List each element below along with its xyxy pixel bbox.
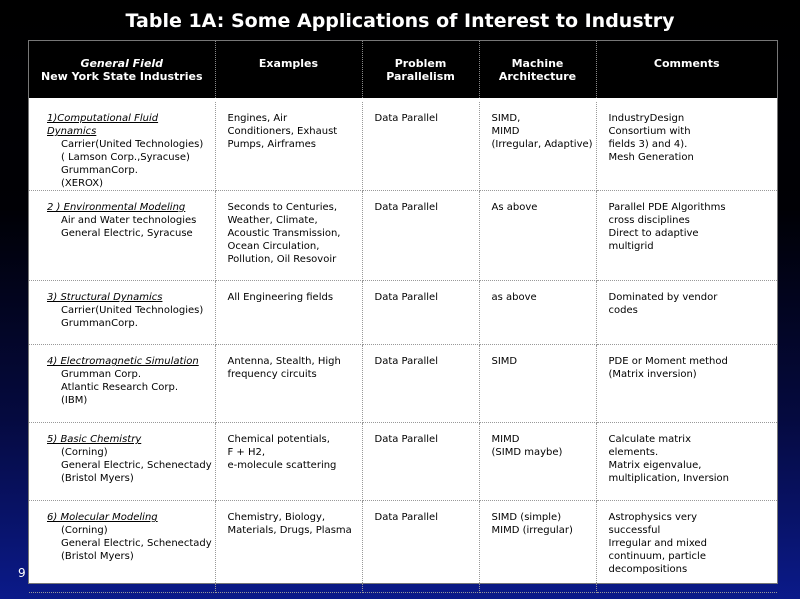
field-industry-line: (Bristol Myers) bbox=[61, 473, 134, 484]
comments-line: Mesh Generation bbox=[608, 152, 694, 163]
comments-line: IndustryDesign bbox=[608, 113, 685, 124]
cell-comments bbox=[596, 345, 777, 423]
cell-problem-parallelism bbox=[362, 501, 479, 593]
cell-examples bbox=[215, 423, 362, 501]
examples-line: Seconds to Centuries, bbox=[227, 202, 338, 213]
cell-machine-architecture bbox=[479, 345, 596, 423]
cell-examples bbox=[215, 501, 362, 593]
examples-line: e-molecule scattering bbox=[227, 460, 337, 471]
slide-title: Table 1A: Some Applications of Interest to Industry bbox=[125, 10, 675, 32]
cell-machine-architecture bbox=[479, 281, 596, 345]
footer-left-number: 9 bbox=[18, 566, 26, 580]
field-industry-line: (Corning) bbox=[61, 525, 108, 536]
cell-examples bbox=[215, 191, 362, 281]
comments-line: (Matrix inversion) bbox=[608, 369, 697, 380]
page-number: 18 bbox=[750, 566, 766, 580]
cell-comments bbox=[596, 423, 777, 501]
cell-machine-architecture bbox=[479, 191, 596, 281]
table-row bbox=[29, 345, 777, 423]
header-problem-parallelism bbox=[362, 41, 479, 100]
comments-line: Astrophysics very bbox=[608, 512, 698, 523]
examples-line: Materials, Drugs, Plasma bbox=[227, 525, 352, 536]
cell-problem-parallelism bbox=[362, 191, 479, 281]
architecture-line: MIMD bbox=[491, 126, 520, 137]
architecture-line: As above bbox=[491, 202, 538, 213]
table-header-row bbox=[29, 41, 777, 100]
field-industry-line: Grumman Corp. bbox=[61, 369, 142, 380]
comments-line: successful bbox=[608, 525, 661, 536]
examples-line: Pumps, Airframes bbox=[227, 139, 316, 150]
table-row bbox=[29, 423, 777, 501]
architecture-line: SIMD (simple) bbox=[491, 512, 562, 523]
comments-line: elements. bbox=[608, 447, 659, 458]
cell-general-field bbox=[29, 423, 215, 501]
field-industry-line: General Electric, Syracuse bbox=[61, 228, 193, 239]
field-industry-line: Air and Water technologies bbox=[61, 215, 197, 226]
field-industry-line: GrummanCorp. bbox=[61, 318, 138, 329]
comments-line: multigrid bbox=[608, 241, 654, 252]
cell-examples bbox=[215, 100, 362, 191]
field-industry-line: Carrier(United Technologies) bbox=[61, 139, 204, 150]
examples-line: Pollution, Oil Resovoir bbox=[227, 254, 337, 265]
cell-comments bbox=[596, 100, 777, 191]
cell-problem-parallelism bbox=[362, 345, 479, 423]
cell-general-field bbox=[29, 191, 215, 281]
cell-general-field bbox=[29, 345, 215, 423]
header-examples bbox=[215, 41, 362, 100]
cell-comments bbox=[596, 281, 777, 345]
examples-line: All Engineering fields bbox=[227, 292, 334, 303]
architecture-line: MIMD bbox=[491, 434, 520, 445]
header-machine-line1: Machine bbox=[511, 57, 564, 70]
architecture-line: as above bbox=[491, 292, 537, 303]
architecture-line: SIMD, bbox=[491, 113, 521, 124]
field-industry-line: Atlantic Research Corp. bbox=[61, 382, 178, 393]
field-title: 6) Molecular Modeling bbox=[47, 512, 158, 523]
examples-line: Engines, Air bbox=[227, 113, 288, 124]
header-field-line1: General Field bbox=[80, 57, 164, 70]
comments-line: Consortium with bbox=[608, 126, 691, 137]
architecture-line: (Irregular, Adaptive) bbox=[491, 139, 593, 150]
field-industry-line: General Electric, Schenectady bbox=[61, 538, 212, 549]
cell-examples bbox=[215, 345, 362, 423]
header-comments-label: Comments bbox=[653, 57, 720, 70]
header-general-field bbox=[29, 41, 215, 100]
parallelism-line: Data Parallel bbox=[374, 356, 438, 367]
header-problem-line1: Problem bbox=[394, 57, 447, 70]
header-machine-line2: Architecture bbox=[498, 70, 577, 83]
cell-general-field bbox=[29, 100, 215, 191]
cell-machine-architecture bbox=[479, 423, 596, 501]
comments-line: Matrix eigenvalue, bbox=[608, 460, 702, 471]
architecture-line: MIMD (irregular) bbox=[491, 525, 573, 536]
table-row bbox=[29, 100, 777, 191]
comments-line: Dominated by vendor bbox=[608, 292, 718, 303]
parallelism-line: Data Parallel bbox=[374, 113, 438, 124]
cell-general-field bbox=[29, 501, 215, 593]
field-title: 4) Electromagnetic Simulation bbox=[47, 356, 199, 367]
applications-table-frame bbox=[28, 40, 778, 584]
field-title: 5) Basic Chemistry bbox=[47, 434, 142, 445]
comments-line: codes bbox=[608, 305, 638, 316]
field-title: 3) Structural Dynamics bbox=[47, 292, 163, 303]
comments-line: cross disciplines bbox=[608, 215, 690, 226]
architecture-line: (SIMD maybe) bbox=[491, 447, 563, 458]
examples-line: frequency circuits bbox=[227, 369, 317, 380]
examples-line: F + H2, bbox=[227, 447, 266, 458]
examples-line: Chemistry, Biology, bbox=[227, 512, 326, 523]
examples-line: Ocean Circulation, bbox=[227, 241, 320, 252]
comments-line: Direct to adaptive bbox=[608, 228, 699, 239]
header-field-line2: New York State Industries bbox=[40, 70, 203, 83]
field-industry-line: (Corning) bbox=[61, 447, 108, 458]
architecture-line: SIMD bbox=[491, 356, 518, 367]
examples-line: Antenna, Stealth, High bbox=[227, 356, 341, 367]
comments-line: continuum, particle bbox=[608, 551, 706, 562]
parallelism-line: Data Parallel bbox=[374, 434, 438, 445]
examples-line: Chemical potentials, bbox=[227, 434, 330, 445]
comments-line: Irregular and mixed bbox=[608, 538, 707, 549]
examples-line: Weather, Climate, bbox=[227, 215, 318, 226]
header-problem-line2: Parallelism bbox=[386, 70, 455, 83]
field-industry-line: ( Lamson Corp.,Syracuse) bbox=[61, 152, 190, 163]
table-body bbox=[29, 100, 777, 593]
cell-machine-architecture bbox=[479, 501, 596, 593]
comments-line: fields 3) and 4). bbox=[608, 139, 688, 150]
field-industry-line: (XEROX) bbox=[61, 178, 104, 189]
comments-line: Calculate matrix bbox=[608, 434, 691, 445]
field-title: 1)Computational Fluid Dynamics bbox=[47, 113, 159, 137]
comments-line: Parallel PDE Algorithms bbox=[608, 202, 726, 213]
parallelism-line: Data Parallel bbox=[374, 512, 438, 523]
cell-machine-architecture bbox=[479, 100, 596, 191]
cell-problem-parallelism bbox=[362, 423, 479, 501]
parallelism-line: Data Parallel bbox=[374, 202, 438, 213]
cell-general-field bbox=[29, 281, 215, 345]
field-title: 2 ) Environmental Modeling bbox=[47, 202, 186, 213]
cell-problem-parallelism bbox=[362, 281, 479, 345]
field-industry-line: General Electric, Schenectady bbox=[61, 460, 212, 471]
field-industry-line: (Bristol Myers) bbox=[61, 551, 134, 562]
header-machine-architecture bbox=[479, 41, 596, 100]
parallelism-line: Data Parallel bbox=[374, 292, 438, 303]
comments-line: decompositions bbox=[608, 564, 688, 575]
table-row bbox=[29, 281, 777, 345]
examples-line: Acoustic Transmission, bbox=[227, 228, 341, 239]
header-comments bbox=[596, 41, 777, 100]
field-industry-line: (IBM) bbox=[61, 395, 88, 406]
cell-examples bbox=[215, 281, 362, 345]
field-industry-line: GrummanCorp. bbox=[61, 165, 138, 176]
table-row bbox=[29, 191, 777, 281]
comments-line: multiplication, Inversion bbox=[608, 473, 730, 484]
cell-problem-parallelism bbox=[362, 100, 479, 191]
header-examples-label: Examples bbox=[258, 57, 319, 70]
examples-line: Conditioners, Exhaust bbox=[227, 126, 338, 137]
cell-comments bbox=[596, 191, 777, 281]
applications-table bbox=[29, 41, 777, 593]
table-row bbox=[29, 501, 777, 593]
field-industry-line: Carrier(United Technologies) bbox=[61, 305, 204, 316]
comments-line: PDE or Moment method bbox=[608, 356, 728, 367]
